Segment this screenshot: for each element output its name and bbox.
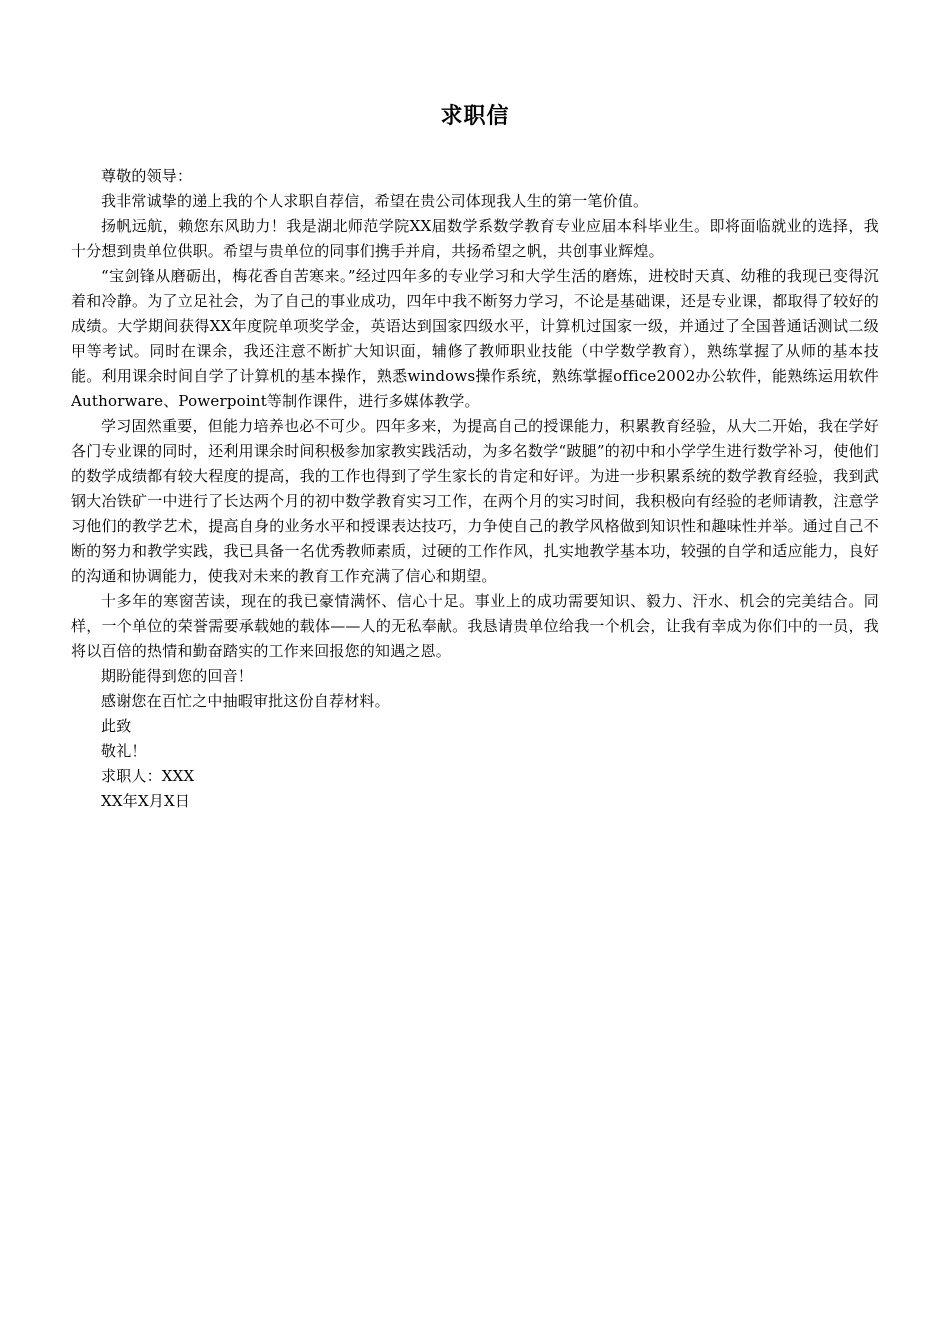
page-title: 求职信 (440, 104, 510, 129)
letter-page (71, 100, 879, 814)
paragraph-experience: 学习固然重要，但能力培养也必不可少。四年多来，为提高自己的授课能力，积累教育经验，从大二开始，我在学好各门专业课的同时，还利用课余时间积极参加家教实践活动，为多名数学“跛腿”的初中和小学学生进行数学补习，使他们的数学成绩都有较大程度的提高，我的工作也得到了学生家长的肯定和好评。为进一步积累系统的数学教育经验，我到武钢大冶铁矿一中进行了长达两个月的初中数学教育实习工作，在两个月的实习时间，我积极向有经验的老师请教，注意学习他们的教学艺术，提高自身的业务水平和授课表达技巧，力争使自己的教学风格做到知识性和趣味性并举。通过自己不断的努力和教学实践，我已具备一名优秀教师素质，过硬的工作作风，扎实地教学基本功，较强的自学和适应能力，良好的沟通和协调能力，使我对未来的教育工作充满了信心和期望。 (71, 417, 879, 585)
paragraph-study: “宝剑锋从磨砺出，梅花香自苦寒来。”经过四年多的专业学习和大学生活的磨炼，进校时天真、幼稚的我现已变得沉着和冷静。为了立足社会，为了自己的事业成功，四年中我不断努力学习，不论是基础课，还是专业课，都取得了较好的成绩。大学期间获得XX年度院单项奖学金，英语达到国家四级水平，计算机过国家一级，并通过了全国普通话测试二级甲等考试。同时在课余，我还注意不断扩大知识面，辅修了教师职业技能（中学数学教育），熟练掌握了从师的基本技能。利用课余时间自学了计算机的基本操作，熟悉windows操作系统，熟练掌握office2002办公软件，能熟练运用软件Authorware、Powerpoint等制作课件，进行多媒体教学。 (71, 267, 879, 410)
letter-body (71, 164, 879, 814)
paragraph-intro: 我非常诚挚的递上我的个人求职自荐信，希望在贵公司体现我人生的第一笔价值。 (101, 192, 649, 210)
letter-date: XX年X月X日 (101, 792, 191, 810)
paragraph-background: 扬帆远航，赖您东风助力！我是湖北师范学院XX届数学系数学教育专业应届本科毕业生。即将面临就业的选择，我十分想到贵单位供职。希望与贵单位的同事们携手并肩，共扬希望之帆，共创事业辉煌。 (71, 217, 879, 260)
signature: 求职人：XXX (101, 767, 195, 785)
paragraph-thanks: 感谢您在百忙之中抽暇审批这份自荐材料。 (101, 692, 390, 710)
paragraph-hope: 期盼能得到您的回音！ (101, 667, 254, 685)
paragraph-request: 十多年的寒窗苦读，现在的我已豪情满怀、信心十足。事业上的成功需要知识、毅力、汗水、机会的完美结合。同样，一个单位的荣誉需要承载她的载体——人的无私奉献。我恳请贵单位给我一个机会，让我有幸成为你们中的一员，我将以百倍的热情和勤奋踏实的工作来回报您的知遇之恩。 (71, 592, 879, 660)
closing-line-2: 敬礼！ (101, 742, 147, 760)
closing-line-1: 此致 (101, 717, 132, 735)
salutation: 尊敬的领导： (101, 167, 193, 185)
